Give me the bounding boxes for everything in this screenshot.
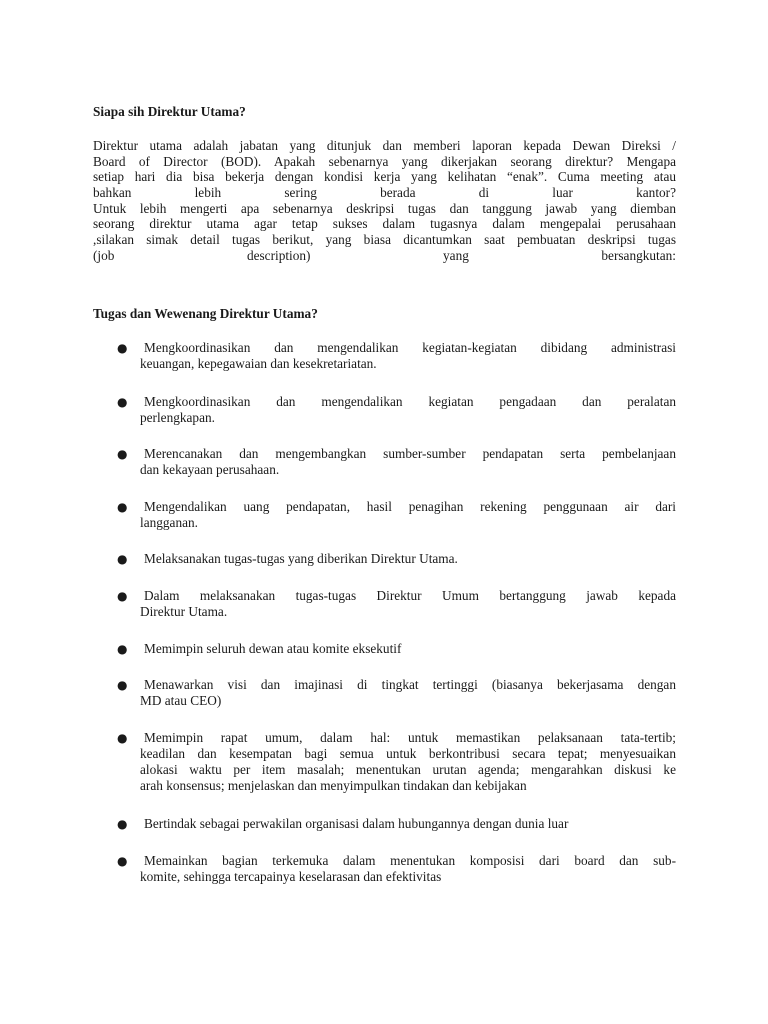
paragraph-line: Direktur utama adalah jabatan yang ditunjuk dan memberi laporan kepada Dewan Direksi / <box>93 138 676 153</box>
list-item-line: arah konsensus; menjelaskan dan menyimpulkan tindakan dan kebijakan <box>140 778 527 793</box>
paragraph-line: setiap hari dia bisa bekerja dengan kondisi kerja yang kelihatan “enak”. Cuma meeting atau <box>93 169 676 185</box>
list-item-line: Direktur Utama. <box>140 604 228 619</box>
bullet-icon: ● <box>117 817 128 831</box>
paragraph-line: Untuk lebih mengerti apa sebenarnya deskripsi tugas dan tanggung jawab yang diemban <box>93 200 676 216</box>
intro-paragraph <box>93 138 676 264</box>
list-item-line: alokasi waktu per item masalah; menentukan urutan agenda; mengarahkan diskusi ke <box>140 762 676 777</box>
list-item-line: MD atau CEO) <box>140 693 222 708</box>
list-item-line: Melaksanakan tugas-tugas yang diberikan Direktur Utama. <box>144 551 458 566</box>
list-item-line: Bertindak sebagai perwakilan organisasi dalam hubungannya dengan dunia luar <box>144 816 569 831</box>
list-item-line: perlengkapan. <box>140 410 215 425</box>
bullet-icon: ● <box>117 678 128 692</box>
list-item-line: Mengendalikan uang pendapatan, hasil penagihan rekening penggunaan air dari <box>144 499 676 514</box>
list-item-line: keuangan, kepegawaian dan kesekretariatan. <box>140 356 377 371</box>
paragraph-line: ,silakan simak detail tugas berikut, yang biasa dicantumkan saat pembuatan deskripsi tugas <box>93 232 676 248</box>
bullet-icon: ● <box>117 395 128 409</box>
list-item-line: Memainkan bagian terkemuka dalam menentukan komposisi dari board dan sub- <box>144 853 676 868</box>
bullet-icon: ● <box>117 500 128 514</box>
bullet-icon: ● <box>117 731 128 745</box>
list-item-line: Memimpin rapat umum, dalam hal: untuk memastikan pelaksanaan tata-tertib; <box>144 730 676 745</box>
list-item-line: Memimpin seluruh dewan atau komite eksekutif <box>144 641 402 656</box>
bullet-icon: ● <box>117 854 128 868</box>
paragraph-line: bahkan lebih sering berada di luar kantor? <box>93 185 676 201</box>
list-item-line: Mengkoordinasikan dan mengendalikan kegiatan-kegiatan dibidang administrasi <box>144 340 676 355</box>
list-item-line: Menawarkan visi dan imajinasi di tingkat tertinggi (biasanya bekerjasama dengan <box>144 677 676 692</box>
paragraph-line: Board of Director (BOD). Apakah sebenarnya yang dikerjakan seorang direktur? Mengapa <box>93 153 676 169</box>
bullet-icon: ● <box>117 642 128 656</box>
section-heading-tugas: Tugas dan Wewenang Direktur Utama? <box>93 306 318 321</box>
bullet-icon: ● <box>117 447 128 461</box>
bullet-icon: ● <box>117 589 128 603</box>
list-item-line: komite, sehingga tercapainya keselarasan dan efektivitas <box>140 869 442 884</box>
list-item-line: Mengkoordinasikan dan mengendalikan kegiatan pengadaan dan peralatan <box>144 394 676 409</box>
list-item-line: Merencanakan dan mengembangkan sumber-sumber pendapatan serta pembelanjaan <box>144 446 676 461</box>
bullet-icon: ● <box>117 341 128 355</box>
list-item-line: dan kekayaan perusahaan. <box>140 462 280 477</box>
section-heading-siapa: Siapa sih Direktur Utama? <box>93 104 246 119</box>
paragraph-line: seorang direktur utama agar tetap sukses dalam tugasnya dalam mengepalai perusahaan <box>93 216 676 232</box>
list-item-line: langganan. <box>140 515 198 530</box>
list-item-line: Dalam melaksanakan tugas-tugas Direktur Umum bertanggung jawab kepada <box>144 588 676 603</box>
list-item-line: keadilan dan kesempatan bagi semua untuk berkontribusi secara tepat; menyesuaikan <box>140 746 676 761</box>
bullet-icon: ● <box>117 552 128 566</box>
paragraph-line: (job description) yang bersangkutan: <box>93 247 676 263</box>
